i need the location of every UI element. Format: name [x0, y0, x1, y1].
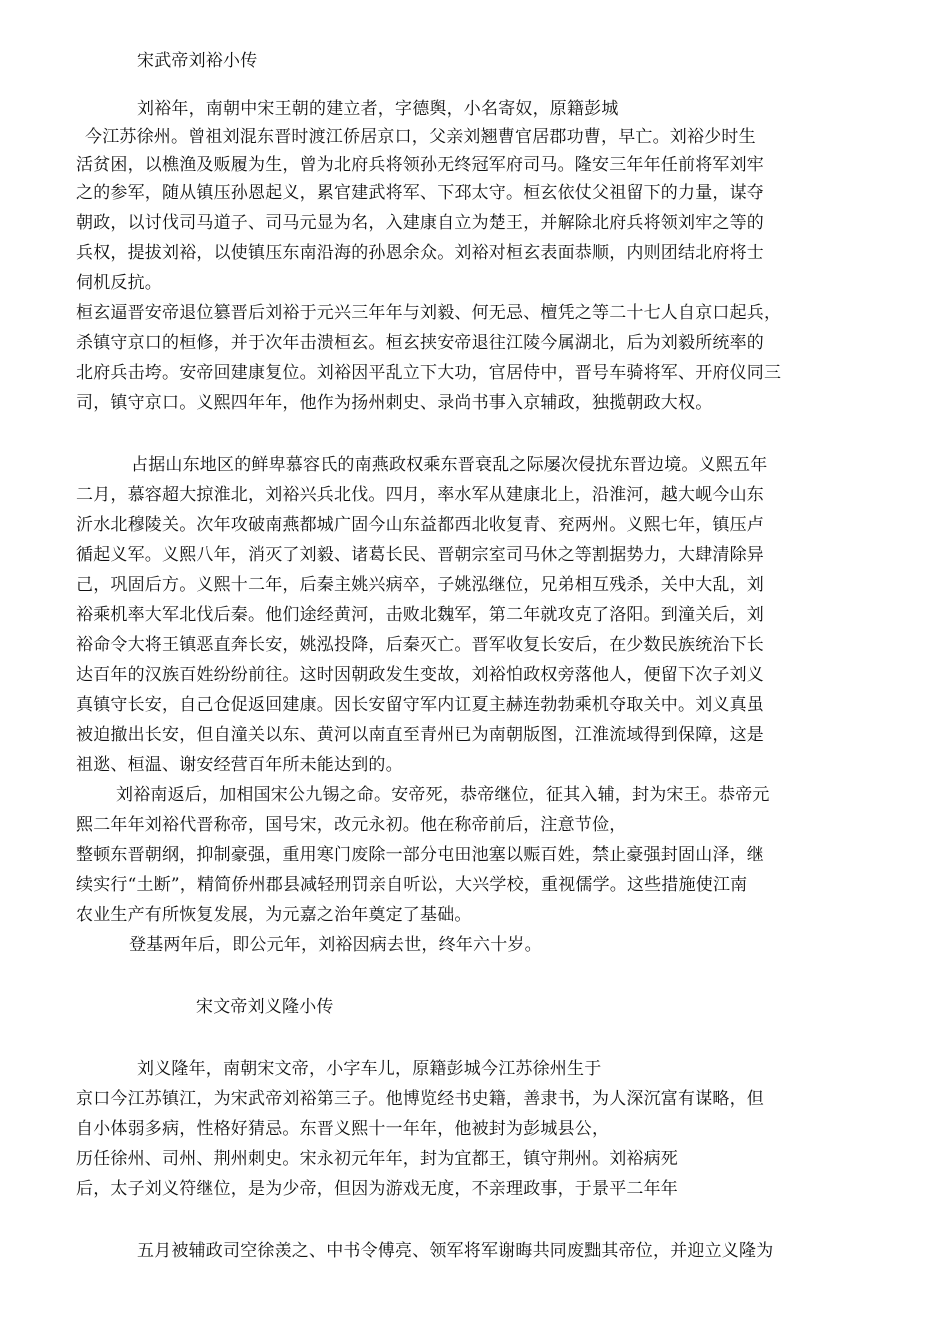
paragraph-line: 北府兵击垮。安帝回建康复位。刘裕因平乱立下大功，官居侍中，晋号车骑将军、开府仪同三: [76, 363, 782, 383]
paragraph-line: 沂水北穆陵关。次年攻破南燕都城广固今山东益都西北收复青、兖两州。义熙七年，镇压卢: [76, 515, 764, 535]
paragraph-line: 历任徐州、司州、荆州刺史。宋永初元年年，封为宜都王，镇守荆州。刘裕病死: [76, 1149, 678, 1169]
paragraph-line: 裕命令大将王镇恶直奔长安，姚泓投降，后秦灭亡。晋军收复长安后，在少数民族统治下长: [76, 635, 764, 655]
section-title: 宋文帝刘义隆小传: [196, 997, 334, 1017]
paragraph-line: 朝政，以讨伐司马道子、司马元显为名，入建康自立为楚王，并解除北府兵将领刘牢之等的: [76, 213, 764, 233]
paragraph-line: 京口今江苏镇江，为宋武帝刘裕第三子。他博览经书史籍，善隶书，为人深沉富有谋略，但: [76, 1089, 764, 1109]
paragraph-line: 裕乘机率大军北伐后秦。他们途经黄河，击败北魏军，第二年就攻克了洛阳。到潼关后，刘: [76, 605, 764, 625]
paragraph-line: 桓玄逼晋安帝退位篡晋后刘裕于元兴三年年与刘毅、何无忌、檀凭之等二十七人自京口起兵，: [76, 303, 782, 323]
paragraph-line: 农业生产有所恢复发展，为元嘉之治年奠定了基础。: [76, 905, 472, 925]
paragraph-line: 自小体弱多病，性格好猜忌。东晋义熙十一年年，他被封为彭城县公，: [76, 1119, 610, 1139]
paragraph-line: 占据山东地区的鲜卑慕容氏的南燕政权乘东晋衰乱之际屡次侵扰东晋边境。义熙五年: [131, 455, 768, 475]
paragraph-line: 整顿东晋朝纲，抑制豪强，重用寒门废除一部分屯田池塞以赈百姓，禁止豪强封固山泽，继: [76, 845, 764, 865]
paragraph-line: 己，巩固后方。义熙十二年，后秦主姚兴病卒，子姚泓继位，兄弟相互残杀，关中大乱，刘: [76, 575, 764, 595]
paragraph-line: 兵权，提拔刘裕，以使镇压东南沿海的孙恩余众。刘裕对桓玄表面恭顺，内则团结北府将士: [76, 243, 764, 263]
paragraph-line: 循起义军。义熙八年，消灭了刘毅、诸葛长民、晋朝宗室司马休之等割据势力，大肆清除异: [76, 545, 764, 565]
paragraph-line: 伺机反抗。: [76, 273, 162, 293]
paragraph-line: 活贫困，以樵渔及贩履为生，曾为北府兵将领孙无终冠军府司马。隆安三年年任前将军刘牢: [76, 155, 764, 175]
paragraph-line: 之的参军，随从镇压孙恩起义，累官建武将军、下邳太守。桓玄依仗父祖留下的力量，谋夺: [76, 183, 764, 203]
paragraph-line: 五月被辅政司空徐羡之、中书令傅亮、领军将军谢晦共同废黜其帝位，并迎立义隆为: [137, 1241, 774, 1261]
paragraph-line: 登基两年后，即公元年，刘裕因病去世，终年六十岁。: [129, 935, 542, 955]
paragraph-line: 杀镇守京口的桓修，并于次年击溃桓玄。桓玄挟安帝退往江陵今属湖北，后为刘毅所统率的: [76, 333, 764, 353]
paragraph-line: 刘裕南返后，加相国宋公九锡之命。安帝死，恭帝继位，征其入辅，封为宋王。恭帝元: [116, 785, 770, 805]
paragraph-line: 真镇守长安，自己仓促返回建康。因长安留守军内讧夏主赫连勃勃乘机夺取关中。刘义真虽: [76, 695, 764, 715]
paragraph-line: 达百年的汉族百姓纷纷前往。这时因朝政发生变故，刘裕怕政权旁落他人，便留下次子刘义: [76, 665, 764, 685]
paragraph-line: 今江苏徐州。曾祖刘混东晋时渡江侨居京口，父亲刘翘曹官居郡功曹，早亡。刘裕少时生: [85, 127, 756, 147]
paragraph-line: 刘义隆年，南朝宋文帝，小字车儿，原籍彭城今江苏徐州生于: [137, 1059, 602, 1079]
paragraph-line: 司，镇守京口。义熙四年年，他作为扬州刺史、录尚书事入京辅政，独揽朝政大权。: [76, 393, 713, 413]
paragraph-line: 刘裕年，南朝中宋王朝的建立者，字德舆，小名寄奴，原籍彭城: [137, 99, 619, 119]
paragraph-line: 祖逖、桓温、谢安经营百年所未能达到的。: [76, 755, 403, 775]
paragraph-line: 二月，慕容超大掠淮北，刘裕兴兵北伐。四月，率水军从建康北上，沿淮河，越大岘今山东: [76, 485, 764, 505]
paragraph-line: 被迫撤出长安，但自潼关以东、黄河以南直至青州已为南朝版图，江淮流域得到保障，这是: [76, 725, 764, 745]
section-title: 宋武帝刘裕小传: [137, 51, 258, 71]
paragraph-line: 熙二年年刘裕代晋称帝，国号宋，改元永初。他在称帝前后，注意节俭，: [76, 815, 627, 835]
paragraph-line: 后，太子刘义符继位，是为少帝，但因为游戏无度，不亲理政事，于景平二年年: [76, 1179, 678, 1199]
paragraph-line: 续实行“土断”，精简侨州郡县减轻刑罚亲自听讼，大兴学校，重视儒学。这些措施使江南: [76, 875, 748, 895]
